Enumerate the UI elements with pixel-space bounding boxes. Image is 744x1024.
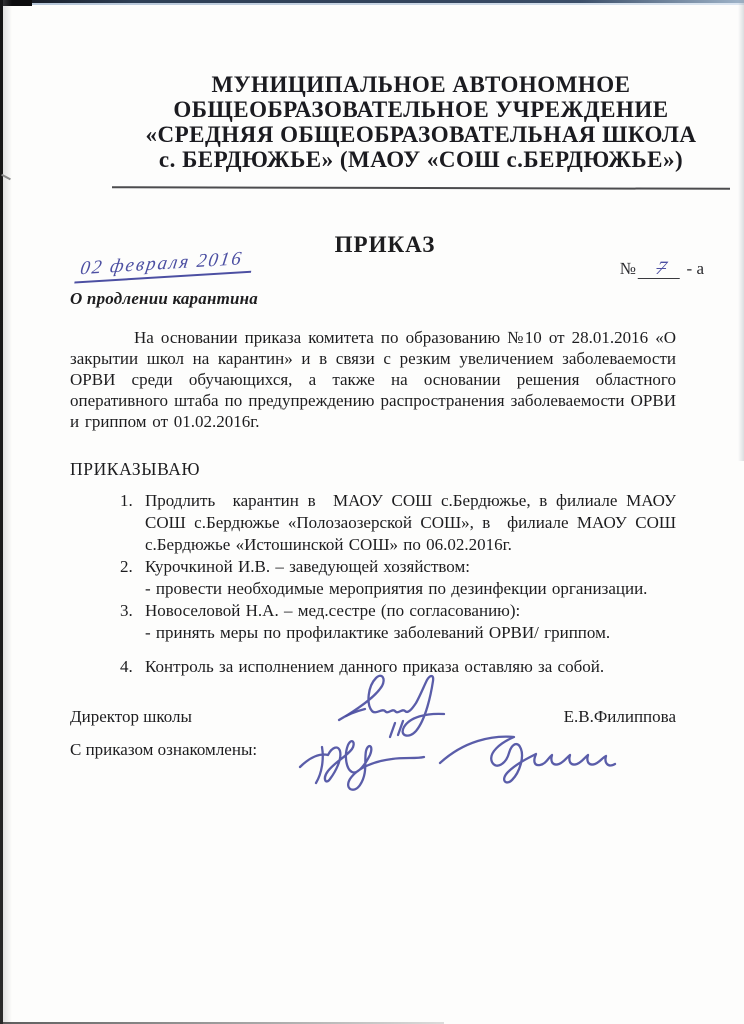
order-number-value: 7	[638, 260, 685, 279]
order-meta-row	[70, 248, 704, 289]
item-text	[145, 556, 676, 600]
item-main-text: Новоселовой Н.А. – мед.сестре (по согласованию):	[145, 601, 521, 620]
resolution-word: ПРИКАЗЫВАЮ	[70, 459, 201, 479]
item-text: Контроль за исполнением данного приказа оставляю за собой.	[145, 657, 605, 676]
signature-role: Директор школы	[70, 707, 192, 726]
org-header-line-2: ОБЩЕОБРАЗОВАТЕЛЬНОЕ УЧРЕЖДЕНИЕ	[173, 97, 669, 122]
item-text	[145, 600, 676, 644]
acknowledgement-signature-2	[436, 725, 624, 789]
order-number	[620, 259, 704, 279]
item-text: Продлить карантин в МАОУ СОШ с.Бердюжье, в филиале МАОУ СОШ с.Бердюжье «Полозаозерской СОШ», в филиале МАОУ СОШ с.Бердюжье «Истошинской СОШ» по 06.02.2016г.	[145, 491, 676, 554]
order-subject: О продлении карантина	[70, 289, 259, 308]
scan-left-shadow	[3, 0, 12, 1024]
acknowledgement-label: С приказом ознакомлены:	[70, 740, 258, 759]
order-item-2	[70, 556, 676, 600]
item-number: 2.	[120, 557, 133, 576]
header-divider	[112, 186, 730, 190]
org-header-line-4: с. БЕРДЮЖЬЕ» (МАОУ «СОШ с.БЕРДЮЖЬЕ»)	[158, 147, 684, 172]
acknowledgement-row	[70, 739, 676, 761]
item-main-text: Курочкиной И.В. – заведующей хозяйством:	[145, 557, 470, 576]
org-header-line-3: «СРЕДНЯЯ ОБЩЕОБРАЗОВАТЕЛЬНАЯ ШКОЛА	[145, 122, 697, 147]
item-number: 3.	[120, 601, 133, 620]
order-item-4	[70, 656, 676, 678]
order-item-3	[70, 600, 676, 644]
signature-name: Е.В.Филиппова	[563, 707, 676, 726]
order-item-1	[70, 490, 676, 556]
order-title: ПРИКАЗ	[334, 232, 436, 257]
organization-header	[110, 72, 732, 172]
org-header-line-1: МУНИЦИПАЛЬНОЕ АВТОНОМНОЕ	[211, 72, 631, 97]
item-sub-text: - принять меры по профилактике заболеваний ОРВИ/ гриппом.	[145, 623, 611, 642]
order-preamble: На основании приказа комитета по образованию №10 от 28.01.2016 «О закрытии школ на карантин» и в связи с резким увеличением заболеваемости ОРВИ среди обучающихся, а также на основании решения областного оперативного штаба по предупреждению распространения заболеваемости ОРВИ и гриппом от 01.02.2016г.	[70, 328, 676, 431]
order-number-suffix: - а	[686, 259, 704, 278]
item-number: 4.	[120, 657, 133, 676]
item-sub-text: - провести необходимые мероприятия по дезинфекции организации.	[145, 579, 648, 598]
order-items	[70, 490, 676, 678]
document-content	[70, 0, 704, 761]
director-signature	[332, 666, 456, 746]
item-number: 1.	[120, 491, 133, 510]
handwritten-date: 02 февраля 2016	[74, 247, 254, 283]
order-number-label: №	[619, 259, 637, 278]
signature-row	[70, 706, 676, 728]
scan-right-shadow	[738, 0, 744, 461]
